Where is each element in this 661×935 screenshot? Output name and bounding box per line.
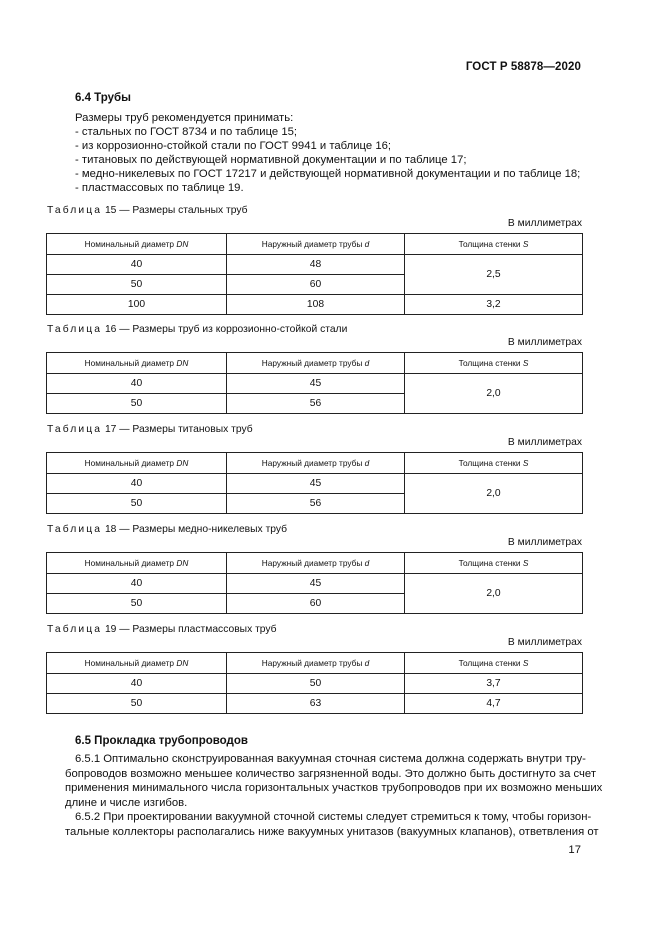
table-16-caption: Таблица 16 — Размеры труб из коррозионно-стойкой стали bbox=[47, 324, 348, 335]
table-18-units: В миллиметрах bbox=[507, 537, 582, 548]
list-item: - пластмассовых по таблице 19. bbox=[75, 182, 244, 194]
table-row: 50 56 bbox=[47, 494, 583, 514]
table-17-units: В миллиметрах bbox=[507, 437, 582, 448]
table-16-units: В миллиметрах bbox=[507, 337, 582, 348]
document-id: ГОСТ Р 58878—2020 bbox=[465, 61, 581, 73]
table-row: 100 108 3,2 bbox=[47, 295, 583, 315]
table-header-row: Номинальный диаметр DN Наружный диаметр трубы d Толщина стенки S bbox=[47, 353, 583, 374]
section-6-4-text bbox=[75, 111, 580, 195]
list-item: - из коррозионно-стойкой стали по ГОСТ 9941 и таблице 16; bbox=[75, 140, 392, 152]
table-18 bbox=[46, 552, 583, 614]
table-header-row: Номинальный диаметр DN Наружный диаметр трубы d Толщина стенки S bbox=[47, 653, 583, 674]
table-row: 50 56 bbox=[47, 394, 583, 414]
table-row: 40 45 2,0 bbox=[47, 374, 583, 394]
page-number: 17 bbox=[568, 844, 581, 856]
table-15 bbox=[46, 233, 583, 315]
list-item: - стальных по ГОСТ 8734 и по таблице 15; bbox=[75, 126, 298, 138]
table-16 bbox=[46, 352, 583, 414]
table-header-row: Номинальный диаметр DN Наружный диаметр трубы d Толщина стенки S bbox=[47, 553, 583, 574]
intro-line: Размеры труб рекомендуется принимать: bbox=[75, 112, 294, 124]
table-15-caption: Таблица 15 — Размеры стальных труб bbox=[47, 205, 248, 216]
table-15-units: В миллиметрах bbox=[507, 218, 582, 229]
table-19-caption: Таблица 19 — Размеры пластмассовых труб bbox=[47, 624, 277, 635]
section-heading-6-4: 6.4 Трубы bbox=[75, 92, 131, 104]
table-row: 50 60 bbox=[47, 594, 583, 614]
table-row: 50 60 bbox=[47, 275, 583, 295]
column-header-s: Толщина стенки S bbox=[405, 234, 583, 255]
table-19 bbox=[46, 652, 583, 714]
list-item: - медно-никелевых по ГОСТ 17217 и действующей нормативной документации и по таблице 18; bbox=[75, 168, 581, 180]
column-header-dn: Номинальный диаметр DN bbox=[47, 234, 227, 255]
table-row: 50 63 4,7 bbox=[47, 694, 583, 714]
table-header-row bbox=[47, 234, 583, 255]
section-heading-6-5: 6.5 Прокладка трубопроводов bbox=[75, 735, 248, 747]
table-17-caption: Таблица 17 — Размеры титановых труб bbox=[47, 424, 253, 435]
list-item: - титановых по действующей нормативной документации и по таблице 17; bbox=[75, 154, 467, 166]
table-18-caption: Таблица 18 — Размеры медно-никелевых труб bbox=[47, 524, 288, 535]
paragraph-6-5-2: 6.5.2 При проектировании вакуумной сточной системы следует стремиться к тому, чтобы горизон- тальные коллекторы располагались ниже вакуумных унитазов (вакуумных клапанов), ответвления от bbox=[65, 811, 599, 838]
table-row: 40 48 2,5 bbox=[47, 255, 583, 275]
table-row: 40 45 2,0 bbox=[47, 474, 583, 494]
table-19-units: В миллиметрах bbox=[507, 637, 582, 648]
table-row: 40 45 2,0 bbox=[47, 574, 583, 594]
table-17 bbox=[46, 452, 583, 514]
table-header-row: Номинальный диаметр DN Наружный диаметр трубы d Толщина стенки S bbox=[47, 453, 583, 474]
paragraph-6-5-1: 6.5.1 Оптимально сконструированная вакуумная сточная система должна содержать внутри тру- бопроводов возможно меньшее количество загрязненной воды. Это должно быть достигнуто за счет применения минимального числа горизонтальных участков трубопроводов при их возможно меньших длине и числе изгибов. bbox=[65, 753, 603, 809]
column-header-d: Наружный диаметр трубы d bbox=[227, 234, 405, 255]
table-row: 40 50 3,7 bbox=[47, 674, 583, 694]
